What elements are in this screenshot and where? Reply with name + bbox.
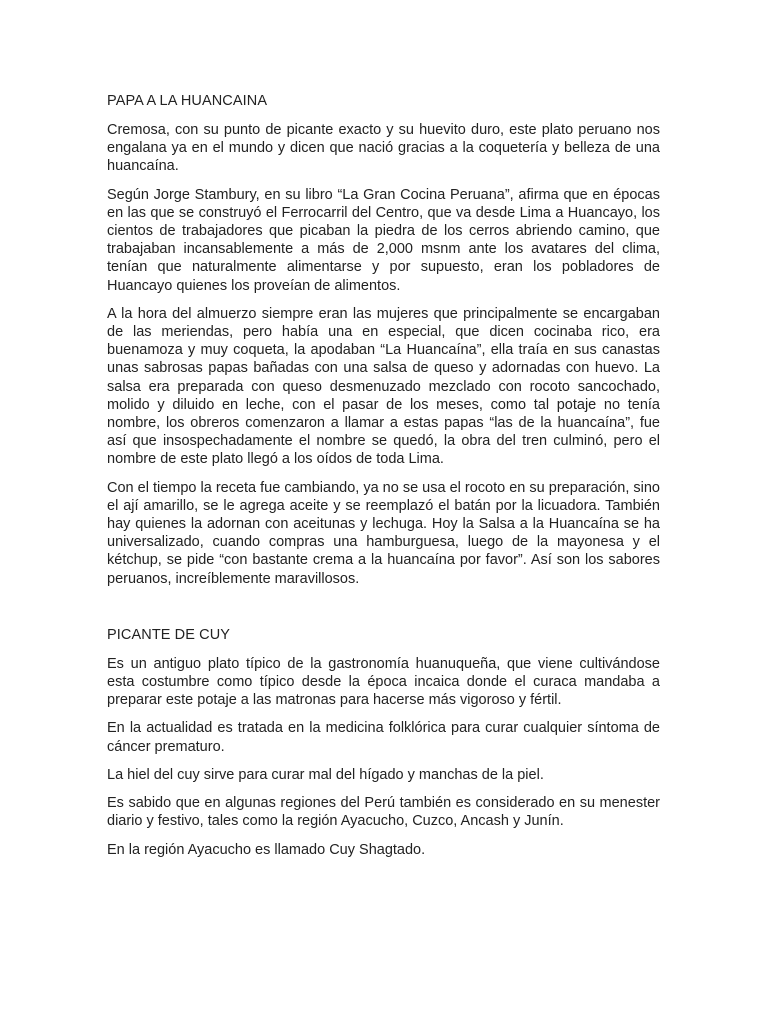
section-title: PAPA A LA HUANCAINA [107,93,268,109]
section-papa-a-la-huancaina [107,92,660,588]
paragraph: Según Jorge Stambury, en su libro “La Gran Cocina Peruana”, afirma que en épocas en las que se construyó el Ferrocarril del Centro, que va desde Lima a Huancayo, los cientos de trabajadores que picaban la piedra de los cerros abriendo camino, que trabajaban incansablemente a más de 2,000 msnm ante los avatares del clima, tenían que naturalmente alimentarse y por supuesto, eran los pobladores de Huancayo quienes los proveían de alimentos. [107,186,660,294]
section-title: PICANTE DE CUY [107,626,231,643]
paragraph: Cremosa, con su punto de picante exacto y su huevito duro, este plato peruano nos engalana ya en el mundo y dicen que nació gracias a la coquetería y belleza de una huancaína. [107,122,660,175]
section-picante-de-cuy [107,626,660,859]
paragraph: Con el tiempo la receta fue cambiando, ya no se usa el rocoto en su preparación, sino el ají amarillo, se le agrega aceite y se reemplazó el batán por la licuadora. También hay quienes la adornan con aceitunas y lechuga. Hoy la Salsa a la Huancaína se ha universalizado, cuando compras una hamburguesa, luego de la mayonesa y el kétchup, se pide “con bastante crema a la huancaína por favor”. Así son los sabores peruanos, increíblemente maravillosos. [107,479,660,587]
paragraph: Es un antiguo plato típico de la gastronomía huanuqueña, que viene cultivándose esta costumbre como típico desde la época incaica donde el curaca mandaba a preparar este potaje a las matronas para hacerse más vigoroso y fértil. [107,655,660,709]
paragraph: Es sabido que en algunas regiones del Perú también es considerado en su menester diario y festivo, tales como la región Ayacucho, Cuzco, Ancash y Junín. [107,795,660,830]
paragraph: La hiel del cuy sirve para curar mal del hígado y manchas de la piel. [107,766,544,783]
paragraph: En la actualidad es tratada en la medicina folklórica para curar cualquier síntoma de cáncer prematuro. [107,720,660,755]
section-spacer [107,598,660,626]
paragraph: En la región Ayacucho es llamado Cuy Shagtado. [107,841,426,858]
paragraph: A la hora del almuerzo siempre eran las mujeres que principalmente se encargaban de las meriendas, pero había una en especial, que dicen cocinaba rico, era buenamoza y muy coqueta, la apodaban “La Huancaína”, ella traía en sus canastas unas sabrosas papas bañadas con una salsa de queso y adornadas con huevo. La salsa era preparada con queso desmenuzado mezclado con rocoto sancochado, molido y diluido en leche, con el pasar de los meses, como tal potaje no tenía nombre, los obreros comenzaron a llamar a estas papas “las de la huancaína”, fue así que insospechadamente el nombre se quedó, la obra del tren culminó, pero el nombre de este plato llegó a los oídos de toda Lima. [107,305,660,468]
